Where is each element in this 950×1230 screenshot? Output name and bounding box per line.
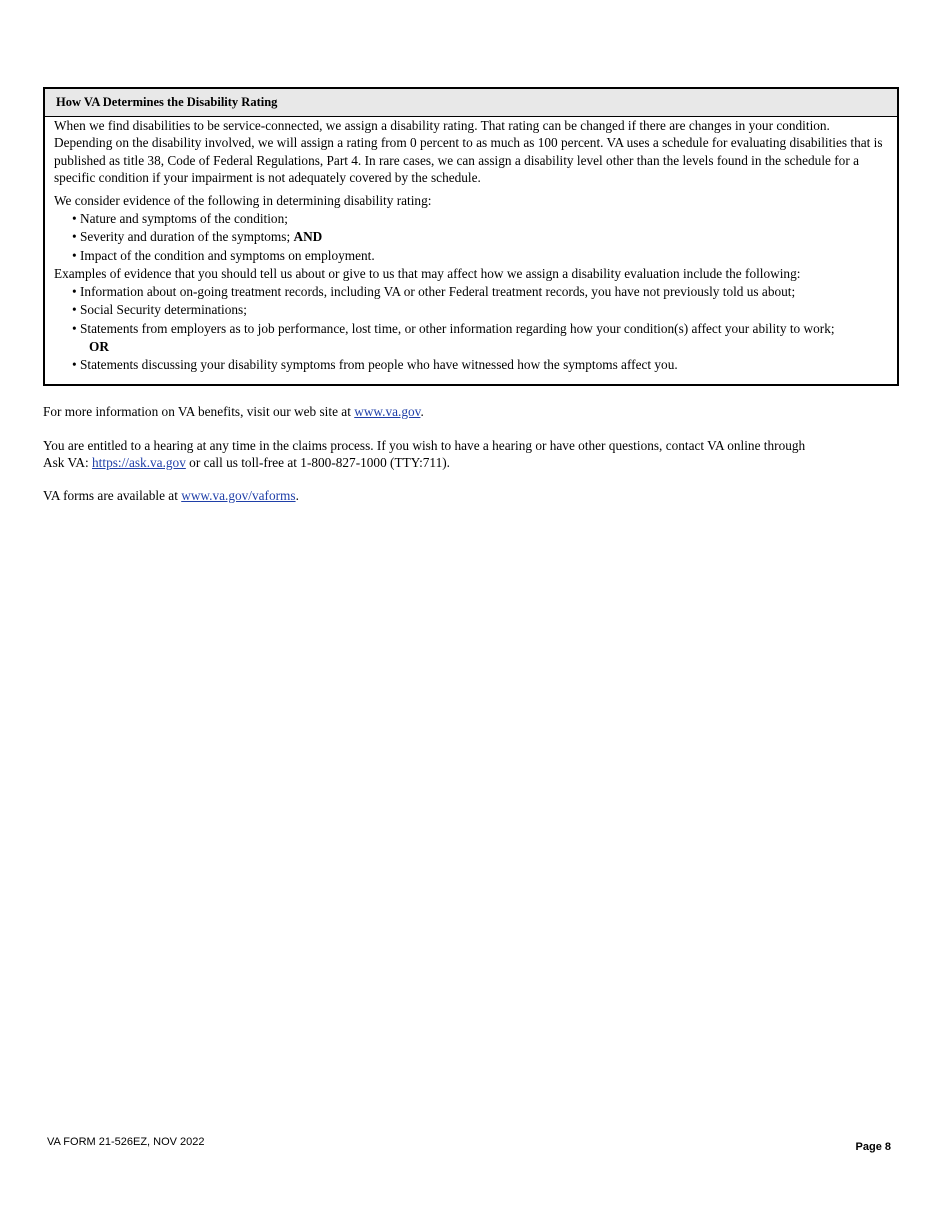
list-item xyxy=(72,356,891,374)
more-info-end: . xyxy=(420,404,424,419)
list-item-text: Impact of the condition and symptoms on employment. xyxy=(80,247,375,263)
bullet-icon: • xyxy=(72,247,77,263)
list-item-text: Social Security determinations; xyxy=(80,302,247,318)
va-forms-link[interactable]: www.va.gov/vaforms xyxy=(181,488,296,503)
list-item-text: Nature and symptoms of the condition; xyxy=(80,211,288,227)
disability-rating-box xyxy=(43,87,899,386)
more-info-paragraph xyxy=(43,403,903,421)
page-number: Page 8 xyxy=(855,1141,891,1153)
evidence-heading: We consider evidence of the following in determining disability rating: xyxy=(54,193,432,209)
examples-list xyxy=(54,283,891,374)
list-item xyxy=(72,283,891,301)
bullet-icon: • xyxy=(72,320,77,336)
list-item-text: Information about on-going treatment records, including VA or other Federal treatment records, you have not previously told us about; xyxy=(80,284,796,300)
bullet-icon: • xyxy=(72,357,77,373)
list-item xyxy=(72,247,891,265)
hearing-paragraph xyxy=(43,437,903,471)
bullet-icon: • xyxy=(72,229,77,245)
intro-paragraph: When we find disabilities to be service-connected, we assign a disability rating. That rating can be changed if there are changes in your condition. Depending on the disability involved, we will assign a rating from 0 percent to as much as 100 percent. VA uses a schedule for evaluating disabilities that is published as title 38, Code of Federal Regulations, Part 4. In rare cases, we can assign a disability level other than the levels found in the schedule for a specific condition if your impairment is not adequately covered by the schedule. xyxy=(54,118,883,185)
ask-va-label: Ask VA: xyxy=(43,455,93,470)
conjunction-or: OR xyxy=(89,338,109,354)
form-identifier: VA FORM 21-526EZ, NOV 2022 xyxy=(47,1136,205,1148)
va-gov-link[interactable]: www.va.gov xyxy=(354,404,421,419)
examples-heading: Examples of evidence that you should tell us about or give to us that may affect how we assign a disability evaluation include the following: xyxy=(54,266,801,282)
more-info-text: For more information on VA benefits, visit our web site at xyxy=(43,404,355,419)
toll-free-text: or call us toll-free at 1-800-827-1000 (TTY:711). xyxy=(185,455,450,470)
list-item xyxy=(72,210,891,228)
bullet-icon: • xyxy=(72,302,77,318)
forms-paragraph xyxy=(43,487,903,505)
box-body xyxy=(45,117,897,375)
bullet-icon: • xyxy=(72,284,77,300)
evidence-list xyxy=(54,210,891,265)
list-item xyxy=(72,320,891,338)
box-title: How VA Determines the Disability Rating xyxy=(45,89,897,117)
list-item-text: Statements from employers as to job performance, lost time, or other information regarding how your condition(s) affect your ability to work; xyxy=(80,320,835,336)
ask-va-link[interactable]: https://ask.va.gov xyxy=(92,455,186,470)
list-item-text: Statements discussing your disability symptoms from people who have witnessed how the symptoms affect you. xyxy=(80,357,678,373)
bullet-icon: • xyxy=(72,211,77,227)
forms-end: . xyxy=(295,488,299,503)
list-item-text: Severity and duration of the symptoms; xyxy=(80,229,291,245)
hearing-text: You are entitled to a hearing at any time in the claims process. If you wish to have a hearing or have other questions, contact VA online through xyxy=(43,438,806,453)
list-item xyxy=(72,228,891,246)
conjunction-and: AND xyxy=(293,229,323,245)
forms-text: VA forms are available at xyxy=(43,488,182,503)
list-item xyxy=(72,301,891,319)
